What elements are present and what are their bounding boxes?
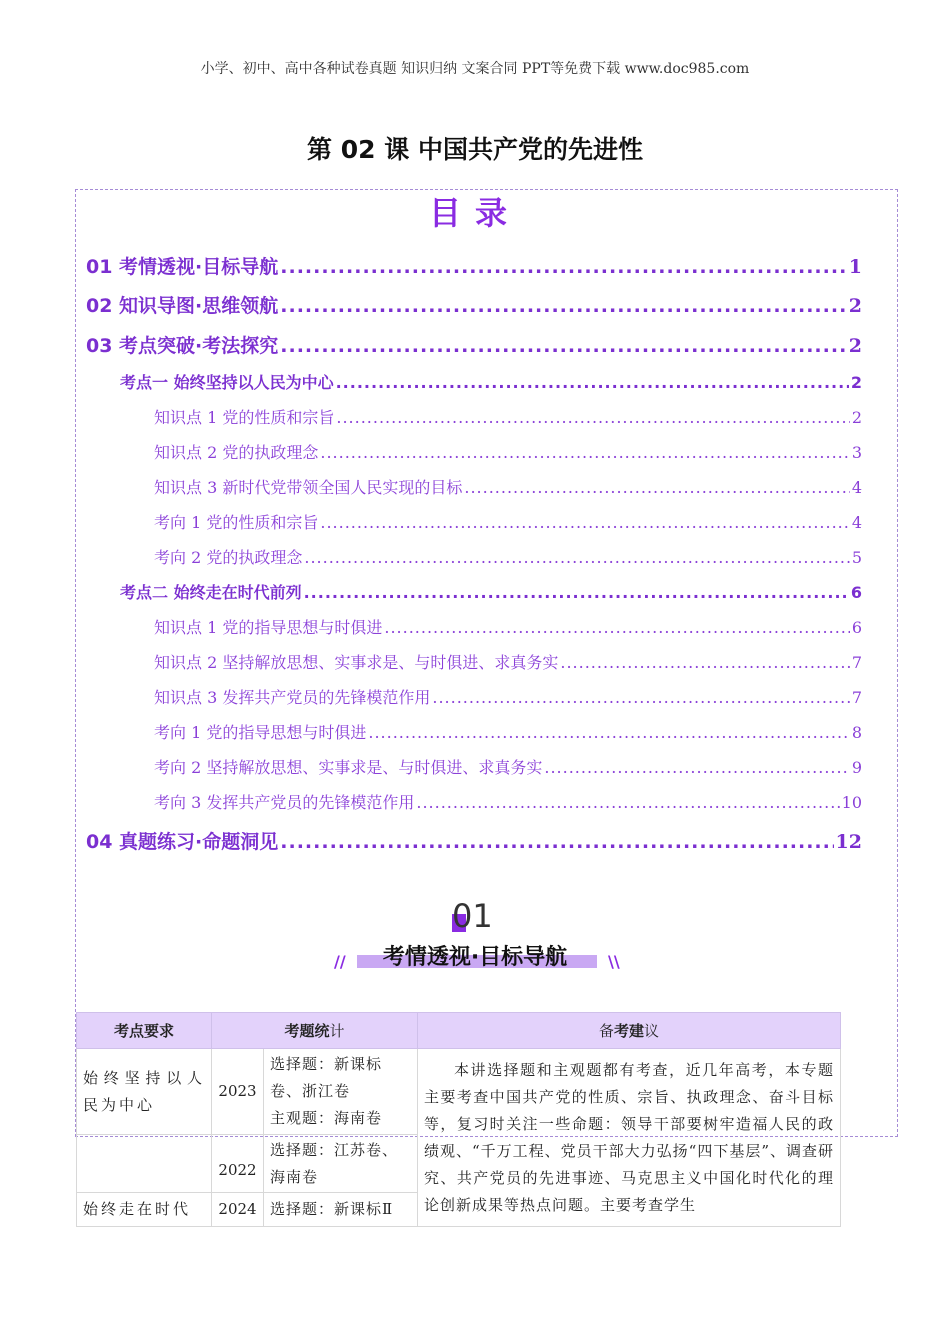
- table-header-row: [77, 1013, 841, 1049]
- toc-entry-page: 4: [851, 478, 862, 497]
- toc-entry-03[interactable]: [86, 331, 862, 358]
- slash-left-decoration: //: [334, 952, 346, 971]
- lesson-title: 第 02 课 中国共产党的先进性: [307, 135, 643, 164]
- exam-analysis-table: [76, 1012, 841, 1227]
- toc-entry-page: 2: [850, 373, 862, 392]
- toc-entry-page: 2: [848, 295, 862, 317]
- exam-point-cell: 始终坚持以人民为中心: [77, 1049, 212, 1135]
- toc-heading: 目录: [428, 194, 521, 232]
- table-row: [77, 1049, 841, 1135]
- year-cell: 2023: [212, 1049, 264, 1135]
- year-cell: 2022: [212, 1135, 264, 1193]
- section-title: 考情透视·目标导航: [382, 945, 568, 970]
- section-number: 01: [452, 897, 493, 935]
- advice-cell: 本讲选择题和主观题都有考查，近几年高考，本专题主要考查中国共产党的性质、宗旨、执政理念、奋斗目标等，复习时关注一些命题：领导干部要树牢造福人民的政绩观、“千万工程、党员干部大力弘扬“四下基层”、调查研究、共产党员的先进事迹、马克思主义中国化时代化的理论创新成果等热点问题。主要考查学生: [418, 1049, 841, 1227]
- year-cell: 2024: [212, 1193, 264, 1227]
- exam-point-cell: 始终走在时代: [77, 1193, 212, 1227]
- toc-entry-zhishi-1-3[interactable]: [154, 475, 862, 498]
- toc-entry-02[interactable]: [86, 291, 862, 318]
- header-exam-point: 考点要求: [77, 1013, 212, 1049]
- exam-point-cell: [77, 1135, 212, 1193]
- toc-entry-page: 7: [851, 653, 862, 672]
- toc-entry-zhishi-2-2[interactable]: [154, 650, 862, 673]
- toc-entry-kaodian-2[interactable]: [120, 580, 862, 603]
- toc-entry-01[interactable]: [86, 252, 862, 279]
- toc-entry-label: 03 考点突破·考法探究: [86, 335, 279, 357]
- toc-entry-label: 04 真题练习·命题洞见: [86, 831, 279, 853]
- toc-entry-page: 3: [851, 443, 862, 462]
- toc-entry-page: 12: [835, 831, 862, 853]
- page-header: 小学、初中、高中各种试卷真题 知识归纳 文案合同 PPT等免费下载 www.doc985.com: [200, 61, 750, 77]
- toc-entry-label: 考向 1 党的性质和宗旨: [154, 513, 319, 532]
- toc-entry-04[interactable]: [86, 827, 862, 854]
- toc-entry-label: 考向 1 党的指导思想与时俱进: [154, 723, 367, 742]
- toc-entry-label: 考点一 始终坚持以人民为中心: [120, 373, 334, 392]
- topics-cell: 选择题：新课标卷、浙江卷 主观题：海南卷: [264, 1049, 418, 1135]
- topics-cell: 选择题：新课标Ⅱ: [264, 1193, 418, 1227]
- slash-right-decoration: \\: [608, 952, 620, 971]
- toc-entry-label: 01 考情透视·目标导航: [86, 256, 279, 278]
- toc-entry-kaoxiang-2-3[interactable]: [154, 790, 862, 813]
- toc-entry-page: 1: [848, 256, 862, 278]
- toc-entry-label: 考点二 始终走在时代前列: [120, 583, 302, 602]
- toc-entry-zhishi-1-1[interactable]: [154, 405, 862, 428]
- header-advice: 备考建议: [418, 1013, 841, 1049]
- toc-entry-label: 考向 3 发挥共产党员的先锋模范作用: [154, 793, 415, 812]
- toc-entry-page: 6: [851, 618, 862, 637]
- toc-entry-label: 考向 2 党的执政理念: [154, 548, 303, 567]
- toc-entry-zhishi-1-2[interactable]: [154, 440, 862, 463]
- toc-entry-label: 知识点 3 发挥共产党员的先锋模范作用: [154, 688, 431, 707]
- toc-entry-page: 7: [851, 688, 862, 707]
- toc-entry-page: 9: [851, 758, 862, 777]
- toc-entry-page: 2: [848, 335, 862, 357]
- toc-entry-label: 知识点 2 党的执政理念: [154, 443, 319, 462]
- toc-entry-page: 10: [841, 793, 862, 812]
- toc-entry-kaoxiang-2-2[interactable]: [154, 755, 862, 778]
- toc-entry-zhishi-2-3[interactable]: [154, 685, 862, 708]
- toc-entry-page: 5: [851, 548, 862, 567]
- toc-entry-page: 2: [851, 408, 862, 427]
- toc-entry-label: 知识点 1 党的指导思想与时俱进: [154, 618, 383, 637]
- header-question-stats: 考题统计: [212, 1013, 418, 1049]
- toc-entry-page: 4: [851, 513, 862, 532]
- toc-entry-page: 6: [850, 583, 862, 602]
- toc-entry-label: 知识点 1 党的性质和宗旨: [154, 408, 335, 427]
- toc-entry-kaoxiang-1-2[interactable]: [154, 545, 862, 568]
- toc-entry-label: 02 知识导图·思维领航: [86, 295, 279, 317]
- toc-entry-page: 8: [851, 723, 862, 742]
- toc-entry-kaoxiang-2-1[interactable]: [154, 720, 862, 743]
- toc-entry-kaodian-1[interactable]: [120, 370, 862, 393]
- toc-entry-kaoxiang-1-1[interactable]: [154, 510, 862, 533]
- toc-entry-label: 考向 2 坚持解放思想、实事求是、与时俱进、求真务实: [154, 758, 543, 777]
- toc-entry-label: 知识点 3 新时代党带领全国人民实现的目标: [154, 478, 463, 497]
- toc-entry-zhishi-2-1[interactable]: [154, 615, 862, 638]
- topics-cell: 选择题：江苏卷、海南卷: [264, 1135, 418, 1193]
- toc-entry-label: 知识点 2 坚持解放思想、实事求是、与时俱进、求真务实: [154, 653, 559, 672]
